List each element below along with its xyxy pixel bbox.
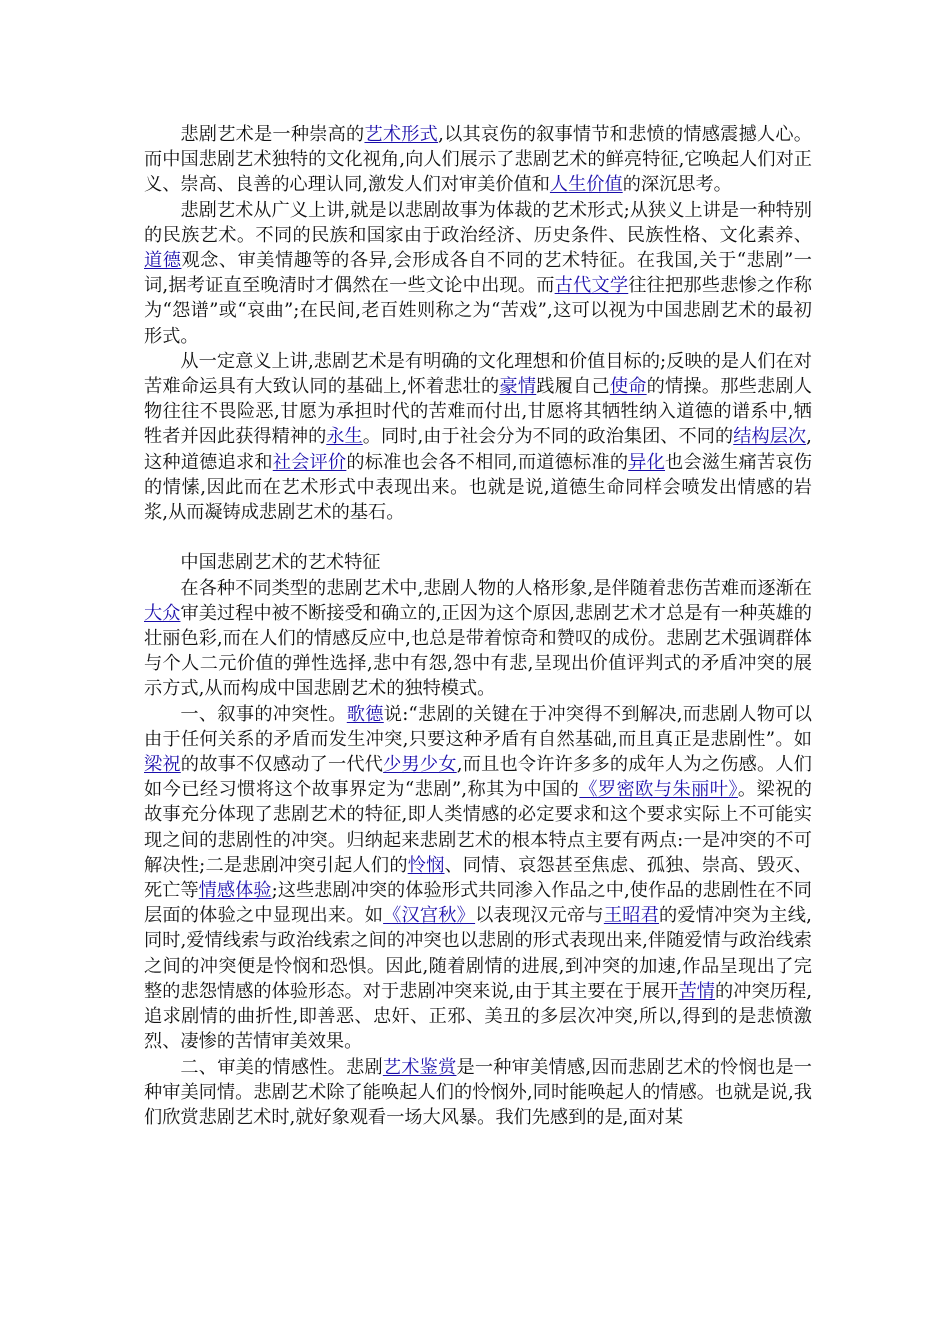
hyperlink[interactable]: 艺术鉴赏 (382, 1056, 457, 1078)
hyperlink[interactable]: 艺术形式 (364, 124, 439, 145)
text-run: 一、叙事的冲突性。 (180, 703, 347, 725)
hyperlink[interactable]: 情感体验 (198, 880, 272, 902)
text-run: 往往把那些悲惨之作称为“怨谱”或“哀曲”;在民间,老百姓则称之为“苦戏”,这可以视为中国悲剧艺术的最初形式。 (144, 275, 812, 347)
text-run: 以表现汉元帝与 (475, 905, 604, 927)
paragraph (144, 576, 812, 702)
hyperlink[interactable]: 人生价值 (549, 174, 623, 196)
text-run: 中国悲剧艺术的艺术特征 (180, 552, 381, 574)
hyperlink[interactable]: 少男少女 (383, 754, 457, 776)
text-run: 的故事不仅感动了一代代 (180, 754, 384, 776)
hyperlink[interactable]: 结构层次 (733, 426, 807, 448)
text-run: 。同时,由于社会分为不同的政治集团、不同的 (362, 426, 734, 448)
hyperlink[interactable]: 怜悯 (407, 854, 445, 876)
paragraph (144, 1055, 812, 1131)
hyperlink[interactable]: 王昭君 (603, 905, 660, 927)
hyperlink[interactable]: 使命 (609, 376, 647, 398)
hyperlink[interactable]: 《汉宫秋》 (383, 905, 476, 927)
section-heading (144, 550, 812, 575)
text-run: 的标准也会各不相同,而道德标准的 (346, 451, 629, 473)
text-run: 、同情、哀怨甚至焦虑、孤独、崇高、毁灭、死亡等 (144, 854, 812, 902)
paragraph (144, 122, 812, 198)
text-run: 的情操。那些悲剧人物往往不畏险恶,甘愿为承担时代的苦难而付出,甘愿将其牺牲纳入道德的谱系中,牺牲者并因此获得精神的 (144, 376, 812, 448)
text-run: 也会滋生痛苦哀伤的情愫,因此而在艺术形式中表现出来。也就是说,道德生命同样会喷发出情感的岩浆,从而凝铸成悲剧艺术的基石。 (144, 451, 812, 524)
text-run: 的爱情冲突为主线,同时,爱情线索与政治线索之间的冲突也以悲剧的形式表现出来,伴随爱情与政治线索之间的冲突便是怜悯和恐惧。因此,随着剧情的进展,到冲突的加速,作品呈现出了完整的悲怨情感的体验形态。对于悲剧冲突来说,由于其主要在于展开 (144, 905, 812, 1002)
text-run: 践履自己 (536, 376, 610, 398)
section-features (144, 550, 812, 1130)
hyperlink[interactable]: 古代文学 (554, 275, 629, 297)
text-run: 悲剧艺术是一种崇高的 (180, 124, 365, 145)
text-run: 的深沉思考。 (622, 174, 732, 196)
text-run: 在各种不同类型的悲剧艺术中,悲剧人物的人格形象,是伴随着悲伤苦难而逐渐在 (180, 577, 812, 599)
hyperlink[interactable]: 社会评价 (272, 451, 347, 473)
section-intro (144, 122, 812, 525)
text-run: 二、审美的情感性。悲剧 (180, 1056, 383, 1078)
hyperlink[interactable]: 异化 (628, 451, 666, 473)
hyperlink[interactable]: 《罗密欧与朱丽叶》 (579, 779, 738, 801)
text-run: 审美过程中被不断接受和确立的,正因为这个原因,悲剧艺术才总是有一种英雄的壮丽色彩,而在人们的情感反应中,也总是带着惊奇和赞叹的成份。悲剧艺术强调群体与个人二元价值的弹性选择,悲中有怨,怨中有悲,呈现出价值评判式的矛盾冲突的展示方式,从而构成中国悲剧艺术的独特模式。 (144, 602, 812, 700)
hyperlink[interactable]: 梁祝 (144, 754, 181, 776)
hyperlink[interactable]: 道德 (144, 250, 182, 272)
text-run: ,这种道德追求和 (144, 426, 812, 473)
text-run: 说:“悲剧的关键在于冲突得不到解决,而悲剧人物可以由于任何关系的矛盾而发生冲突,只要这种矛盾有自然基础,而且真正是悲剧性”。如 (144, 703, 812, 750)
hyperlink[interactable]: 大众 (144, 602, 181, 624)
paragraph (144, 349, 812, 525)
hyperlink[interactable]: 豪情 (499, 376, 537, 398)
text-run: ;这些悲剧冲突的体验形式共同渗入作品之中,使作品的悲剧性在不同层面的体验之中显现出来。如 (144, 880, 812, 927)
text-run: 观念、审美情趣等的各异,会形成各自不同的艺术特征。在我国,关于“悲剧”一词,据考证直至晚清时才偶然在一些文论中出现。而 (144, 250, 812, 297)
text-run: 。梁祝的故事充分体现了悲剧艺术的特征,即人类情感的必定要求和这个要求实际上不可能实现之间的悲剧性的冲突。归纳起来悲剧艺术的根本特点主要有两点:一是冲突的不可解决性;二是悲剧冲突引起人们的 (144, 779, 812, 876)
document-body (144, 122, 812, 1130)
text-run: 的冲突历程,追求剧情的曲折性,即善恶、忠奸、正邪、美丑的多层次冲突,所以,得到的是悲愤激烈、凄惨的苦情审美效果。 (144, 980, 812, 1053)
text-run: 从一定意义上讲,悲剧艺术是有明确的文化理想和价值目标的;反映的是人们在对苦难命运具有大致认同的基础上,怀着悲壮的 (144, 350, 812, 398)
paragraph (144, 198, 812, 349)
text-run: ,以其哀伤的叙事情节和悲愤的情感震撼人心。而中国悲剧艺术独特的文化视角,向人们展示了悲剧艺术的鲜亮特征,它唤起人们对正义、崇高、良善的心理认同,激发人们对审美价值和 (144, 124, 812, 196)
hyperlink[interactable]: 歌德 (346, 703, 384, 725)
text-run: ,而且也令许许多多的成年人为之伤感。人们如今已经习惯将这个故事界定为“悲剧”,称其为中国的 (144, 754, 812, 801)
hyperlink[interactable]: 永生 (326, 426, 363, 448)
text-run: 悲剧艺术从广义上讲,就是以悲剧故事为体裁的艺术形式;从狭义上讲是一种特别的民族艺术。不同的民族和国家由于政治经济、历史条件、民族性格、文化素养、 (144, 199, 812, 246)
blank-line (144, 525, 812, 550)
text-run: 是一种审美情感,因而悲剧艺术的怜悯也是一种审美同情。悲剧艺术除了能唤起人们的怜悯外,同时能唤起人的情感。也就是说,我们欣赏悲剧艺术时,就好象观看一场大风暴。我们先感到的是,面对某 (144, 1056, 812, 1128)
hyperlink[interactable]: 苦情 (678, 980, 716, 1002)
paragraph (144, 702, 812, 1055)
